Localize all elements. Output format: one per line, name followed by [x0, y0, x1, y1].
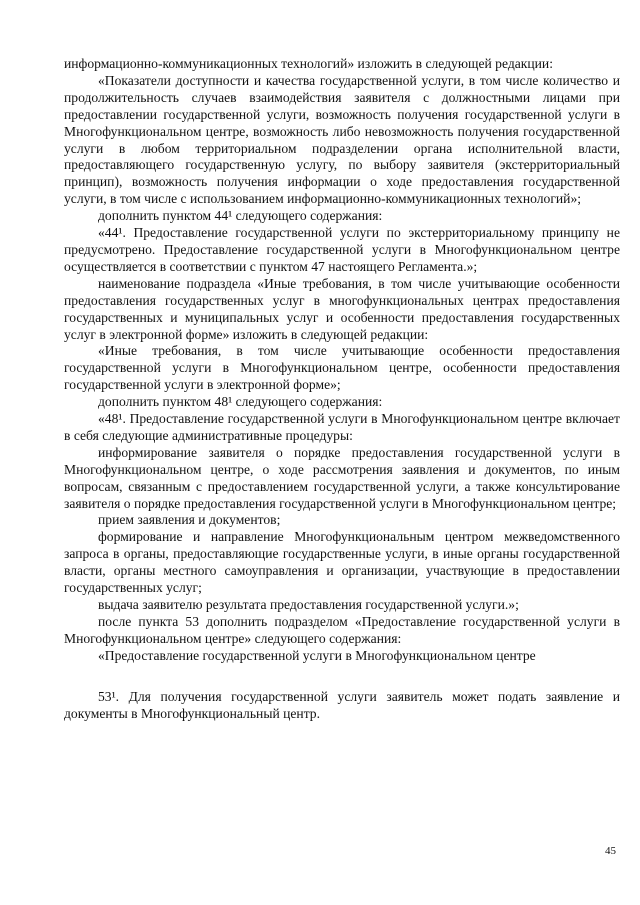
paragraph-12: выдача заявителю результата предоставления государственной услуги.»; — [98, 597, 519, 612]
paragraph-11: формирование и направление Многофункциональным центром межведомственного запроса в органы, предоставляющие государственные услуги, в иные органы государственной власти, органы местного самоуправления и организации, участвующие в предоставлении государственных услуг; — [64, 529, 620, 596]
page-number: 45 — [605, 845, 616, 857]
paragraph-8: «48¹. Предоставление государственной услуги в Многофункциональном центре включает в себя следующие административные процедуры: — [64, 411, 620, 443]
paragraph-9: информирование заявителя о порядке предоставления государственной услуги в Многофункциональном центре, о ходе рассмотрения заявления и документов, по иным вопросам, связанным с предоставлением государственной услуги, а также консультирование заявителя о порядке предоставления государственной услуги в Многофункциональном центре; — [64, 444, 620, 511]
paragraph-5: наименование подраздела «Иные требования, в том числе учитывающие особенности предоставления государственных услуг в многофункциональных центрах предоставления государственных и муниципальных услуг и особенности предоставления государственных услуг в электронной форме» изложить в следующей редакции: — [64, 275, 620, 342]
paragraph-10: прием заявления и документов; — [98, 512, 281, 528]
subsection-heading: «Предоставление государственной услуги в Многофункциональном центре — [98, 647, 536, 663]
paragraph-2: «Показатели доступности и качества государственной услуги, в том числе количество и продолжительность случаев взаимодействия заявителя с должностными лицами при предоставлении государственной услуги, возможность получения государственной услуги в Многофункциональном центре, возможность либо невозможность получения государственной услуги в любом территориальном подразделении органа исполнительной власти, предоставляющего государственную услугу, по выбору заявителя (экстерриториальный принцип), возможность получения информации о ходе предоставления государственной услуги, в том числе с использованием информационно-коммуникационных технологий»; — [64, 72, 620, 207]
paragraph-4: «44¹. Предоставление государственной услуги по экстерриториальному принципу не предусмотрено. Предоставление государственной услуги в Многофункциональном центре осуществляется в соответствии с пунктом 47 настоящего Регламента.»; — [64, 225, 620, 274]
document-body — [64, 56, 620, 722]
paragraph-15: 53¹. Для получения государственной услуги заявитель может подать заявление и документы в Многофункциональный центр. — [64, 688, 620, 721]
paragraph-13: после пункта 53 дополнить подразделом «Предоставление государственной услуги в Многофункциональном центре» следующего содержания: — [64, 613, 620, 646]
paragraph-7: дополнить пунктом 48¹ следующего содержания: — [98, 394, 383, 410]
paragraph-3: дополнить пунктом 44¹ следующего содержания: — [98, 208, 383, 224]
paragraph-1: информационно-коммуникационных технологий» изложить в следующей редакции: — [64, 56, 553, 71]
paragraph-6: «Иные требования, в том числе учитывающие особенности предоставления государственной услуги в Многофункциональном центре, особенности предоставления государственной услуги в электронной форме»; — [64, 343, 620, 393]
